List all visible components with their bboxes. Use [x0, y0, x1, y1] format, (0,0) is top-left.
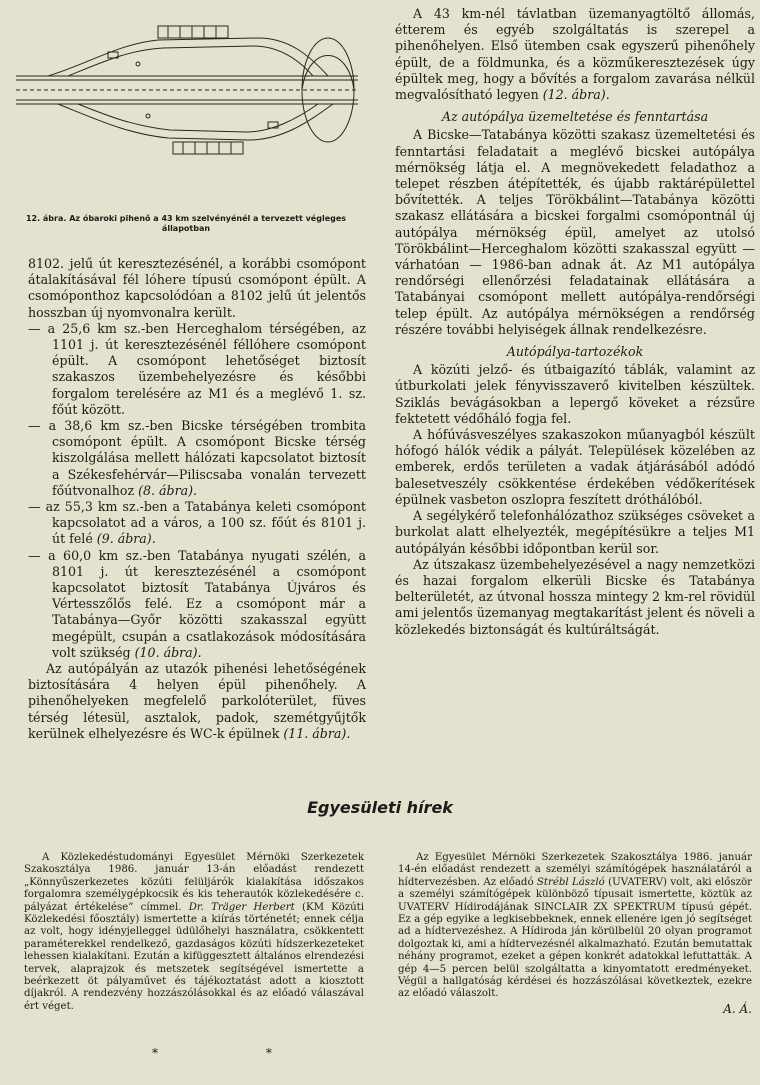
paragraph: A hófúvásveszélyes szakaszokon műanyagból készült hófogó hálók védik a pályát. Települések közelében az emberek, erdős területen a vadak átjárásából adódó balesetveszély csökkentése érdekében védőkerítések épülnek vasbeton oszlopra feszített dróthálóból.	[395, 427, 755, 507]
news-section-title: Egyesületi hírek	[307, 798, 453, 817]
paragraph: Az útszakasz üzembehelyezésével a nagy nemzetközi és hazai forgalom elkerüli Bicske és Tatabánya belterületét, az útvonal hossza mintegy 2 km-rel rövidül ami jelentős üzemanyag megtakarítást jelent és növeli a közlekedés biztonságát és kultúráltságát.	[395, 556, 755, 637]
right-body-text	[395, 6, 755, 638]
paragraph: — a 38,6 km sz.-ben Bicske térségében trombita csomópont épült. A csomópont Bicske térség kiszolgálása mellett hálózati kapcsolatot biztosít a Székesfehérvár—Piliscsaba vonalán tervezett főútvonalhoz (8. ábra).	[28, 418, 366, 498]
paragraph: — a 60,0 km sz.-ben Tatabánya nyugati szélén, a 8101 j. út keresztezésénél a csomópont kapcsolatot biztosít Tatabánya Újváros és Vértesszőlős felé. Ez a csomópont már a Tatabánya—Győr közötti szakasszal együtt megépült, csupán a csatlakozások módosítására volt szükség (10. ábra).	[28, 547, 366, 660]
rest-area-plan-figure	[8, 4, 364, 204]
separator-stars: * *	[152, 1046, 324, 1060]
author-signature: A. Á.	[723, 1001, 752, 1016]
right-column	[395, 6, 755, 638]
road-plan-drawing	[8, 4, 364, 204]
speaker-name: Strébl László	[536, 876, 605, 888]
paragraph: A 43 km-nél távlatban üzemanyagtöltő állomás, étterem és egyéb szolgáltatás is szerepel a pihenőhelyen. Első ütemben csak egyszerű pihenőhely épült, de a földmunka, és a közműkeresztezések úgy épültek meg, hogy a bővítés a forgalom zavarása nélkül megvalósítható legyen (12. ábra).	[395, 6, 755, 103]
paragraph: — az 55,3 km sz.-ben a Tatabánya keleti csomópont kapcsolatot ad a város, a 100 sz. főút és 8101 j. út felé (9. ábra).	[28, 499, 366, 547]
paragraph: 8102. jelű út keresztezésénél, a korábbi csomópont átalakításával fél lóhere típusú csomópont épült. A csomóponthoz kapcsolódóan a 8102 jelű út jelentős hosszban új nyomvonalra került.	[28, 256, 366, 320]
speaker-name: Dr. Träger Herbert	[188, 901, 295, 913]
paragraph: A segélykérő telefonhálózathoz szükséges csöveket a burkolat alatt elhelyezték, megépítésükre a teljes M1 autópályán későbbi időpontban kerül sor.	[395, 508, 755, 556]
paragraph: Az autópályán az utazók pihenési lehetőségének biztosítására 4 helyen épül pihenőhely. A pihenőhelyeken megfelelő parkolóterület, füves térség létesül, asztalok, padok, szemétgyűjtők kerülnek elhelyezésre és WC-k épülnek (11. ábra).	[28, 661, 366, 741]
news-paragraph: A Közlekedéstudományi Egyesület Mérnöki Szerkezetek Szakosztálya 1986. január 13-án előadást rendezett „Könnyűszerkezetes közúti felüljárók kialakítása időszakos forgalomra személygépkocsik és kis teherautók közlekedésére c. pályázat értékelése” címmel. Dr. Träger Herbert (KM Közúti Közlekedési főosztály) ismertette a kiírás történetét; ennek célja az volt, hogy idényjelleggel üdülőhelyi használatra, csökkentett paraméterekkel rendelkező, gazdaságos közúti hídszerkezeteket lehessen kialakítani. Ezután a kifüggesztett általános elrendezési tervek, alaprajzok és metszetek segítségével ismertette a beérkezett öt pályaművet és tájékoztatást adott a kiosztott díjakról. A rendezvény hozzászólásokkal és az előadó válaszával ért véget.	[24, 852, 364, 1012]
news-right-column	[398, 852, 752, 1015]
news-left-column	[24, 852, 364, 1013]
figure-caption: 12. ábra. Az óbaroki pihenő a 43 km szelvényénél a tervezett végleges állapotban	[25, 214, 347, 233]
section-heading: Az autópálya üzemeltetése és fenntartása	[441, 109, 709, 125]
figure-reference: (11. ábra).	[283, 725, 351, 741]
figure-reference: (10. ábra).	[134, 644, 202, 660]
figure-reference: (8. ábra).	[138, 482, 198, 498]
figure-reference: (9. ábra).	[96, 531, 156, 547]
left-body-text	[28, 256, 366, 742]
news-paragraph: Az Egyesület Mérnöki Szerkezetek Szakosztálya 1986. január 14-én előadást rendezett a személyi számítógépek használatáról a hídtervezésben. Az előadó Strébl László (UVATERV) volt, aki először a személyi számítógépek különböző típusait ismertette, köztük az UVATERV Hídirodájának SINCLAIR ZX SPEKTRUM típusú gépét. Ez a gép egyike a legkisebbeknek, ennek ellenére igen jó segítséget ad a hídtervezéshez. A Hídiroda ján körülbelül 20 olyan programot dolgoztak ki, ami a hídtervezésnél alkalmazható. Ezután bemutattak néhány programot, ezeket a gépen konkrét adatokkal lefuttatták. A gép 4—5 percen belül szolgáltatta a kinyomtatott eredményeket. Végül a hallgatóság kérdései és hozzászólásai következtek, ezekre az előadó válaszolt.	[398, 852, 752, 1000]
paragraph: — a 25,6 km sz.-ben Herceghalom térségében, az 1101 j. út keresztezésénél féllóhere csomópont épült. A csomópont lehetőséget biztosít szakaszos üzembehelyezésre és későbbi forgalom terelésére az M1 és a meglévő 1. sz. főút között.	[28, 320, 366, 417]
paragraph: A közúti jelző- és útbaigazító táblák, valamint az útburkolati jelek fényvisszaverő kivitelben készültek. Sziklás bevágásokban a lepergő köveket a rézsűre fektetett védőháló fogja fel.	[395, 362, 755, 426]
figure-reference: (12. ábra).	[542, 87, 610, 103]
paragraph: A Bicske—Tatabánya közötti szakasz üzemeltetési és fenntartási feladatait a meglévő bicskei autópálya mérnökség látja el. A megnövekedett feladathoz a telepet részben átépítették, és újabb raktárépülettel bővítették. A teljes Törökbálint—Tatabánya közötti szakasz ellátására a bicskei forgalmi csomópontnál új autópálya mérnökség épül, amelyet az utolsó Törökbálint—Herceghalom közötti szakasszal együtt — várhatóan — 1986-ban adnak át. Az M1 autópálya rendőrségi ellenőrzési feladatainak ellátására a Tatabányai csomópont mellett autópálya-rendőrségi telep épült. Az autópálya mérnökségen a rendőrség részére további helyiségek állnak rendelkezésre.	[395, 127, 755, 337]
section-heading: Autópálya-tartozékok	[506, 344, 644, 360]
